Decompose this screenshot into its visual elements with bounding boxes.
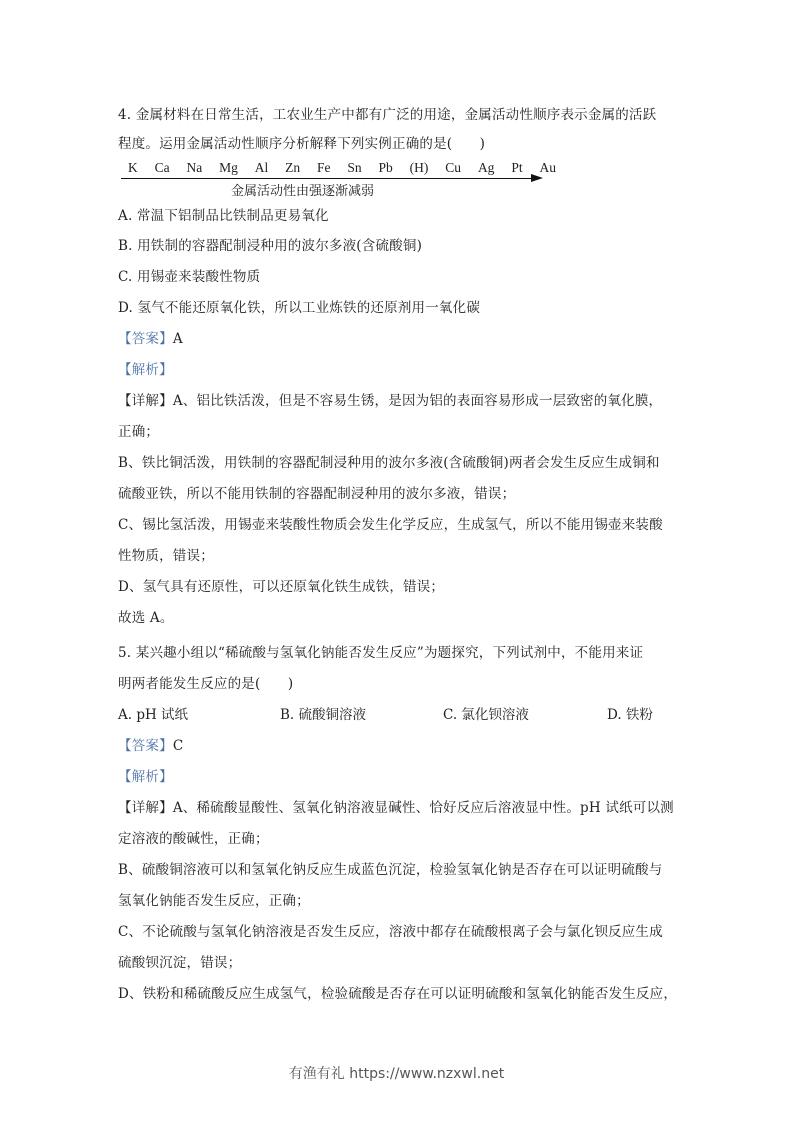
footer-watermark: 有渔有礼 https://www.nzxwl.net bbox=[288, 1066, 505, 1082]
metal-mg: Mg bbox=[219, 160, 238, 175]
q4-option-d: D. 氢气不能还原氧化铁，所以工业炼铁的还原剂用一氧化碳 bbox=[118, 300, 481, 316]
q4-answer-label: 【答案】 bbox=[118, 331, 173, 347]
metal-cu: Cu bbox=[445, 160, 462, 175]
q4-detail-line-4: 硫酸亚铁，所以不能用铁制的容器配制浸种用的波尔多液，错误； bbox=[118, 486, 516, 502]
q4-option-a: A. 常温下铝制品比铁制品更易氧化 bbox=[118, 208, 329, 224]
q4-conclusion: 故选 A。 bbox=[118, 610, 174, 626]
metal-fe: Fe bbox=[317, 160, 331, 175]
arrow-right-icon bbox=[531, 174, 543, 182]
q4-detail-line-2: 正确； bbox=[118, 424, 160, 440]
metal-al: Al bbox=[254, 160, 269, 175]
q5-option-c: C. 氯化钡溶液 bbox=[443, 707, 529, 723]
q4-detail-line-1 bbox=[118, 392, 662, 410]
q5-detail-line-5: C、不论硫酸与氢氧化钠溶液是否发生反应，溶液中都存在硫酸根离子会与氯化钡反应生成 bbox=[118, 924, 663, 940]
q5-analysis-label: 【解析】 bbox=[118, 769, 173, 785]
metal-ag: Ag bbox=[477, 160, 495, 175]
metal-pb: Pb bbox=[378, 160, 393, 175]
q5-detail-line-2: 定溶液的酸碱性，正确； bbox=[118, 831, 269, 847]
q5-detail-line-3: B、硫酸铜溶液可以和氢氧化钠反应生成蓝色沉淀，检验氢氧化钠是否存在可以证明硫酸与 bbox=[118, 862, 663, 878]
q5-answer bbox=[118, 737, 183, 755]
q4-detail-text-1: A、铝比铁活泼，但是不容易生锈，是因为铝的表面容易形成一层致密的氧化膜， bbox=[172, 393, 663, 409]
q5-answer-value: C bbox=[172, 738, 184, 754]
q4-detail-line-7: D、氢气具有还原性，可以还原氧化铁生成铁，错误； bbox=[118, 579, 445, 595]
metal-h: (H) bbox=[409, 160, 429, 175]
metal-ca: Ca bbox=[154, 160, 170, 175]
q4-detail-line-3: B、铁比铜活泼，用铁制的容器配制浸种用的波尔多液(含硫酸铜)两者会发生反应生成铜和 bbox=[118, 455, 660, 471]
q5-detail-line-1 bbox=[118, 799, 674, 817]
metal-na: Na bbox=[186, 160, 203, 175]
q5-analysis bbox=[118, 768, 173, 786]
q4-detail-line-6: 性物质，错误； bbox=[118, 548, 214, 564]
q5-detail-label: 【详解】 bbox=[118, 800, 173, 816]
q5-option-b: B. 硫酸铜溶液 bbox=[280, 707, 367, 723]
q4-answer bbox=[118, 330, 183, 348]
q5-option-a: A. pH 试纸 bbox=[118, 707, 189, 723]
q5-detail-text-1: A、稀硫酸显酸性、氢氧化钠溶液显碱性、恰好反应后溶液显中性。pH 试纸可以测 bbox=[172, 800, 674, 816]
activity-arrow-line bbox=[121, 178, 533, 179]
q4-stem-line-2: 程度。运用金属活动性顺序分析解释下列实例正确的是( ) bbox=[118, 136, 486, 152]
q4-detail-label: 【详解】 bbox=[118, 393, 173, 409]
q4-option-b: B. 用铁制的容器配制浸种用的波尔多液(含硫酸铜) bbox=[118, 238, 423, 254]
q5-detail-line-4: 氢氧化钠能否发生反应，正确； bbox=[118, 893, 310, 909]
q4-detail-line-5: C、锡比氢活泼，用锡壶来装酸性物质会发生化学反应，生成氢气，所以不能用锡壶来装酸 bbox=[118, 517, 663, 533]
metal-k: K bbox=[128, 160, 138, 175]
metal-pt: Pt bbox=[511, 160, 523, 175]
metal-zn: Zn bbox=[285, 160, 301, 175]
q4-analysis-label: 【解析】 bbox=[118, 362, 173, 378]
q5-stem-line-2: 明两者能发生反应的是( ) bbox=[118, 676, 294, 692]
q5-detail-line-7: D、铁粉和稀硫酸反应生成氢气，检验硫酸是否存在可以证明硫酸和氢氧化钠能否发生反应， bbox=[118, 986, 678, 1002]
q5-answer-label: 【答案】 bbox=[118, 738, 173, 754]
q5-option-d: D. 铁粉 bbox=[607, 707, 653, 723]
metal-au: Au bbox=[539, 160, 556, 175]
q5-detail-line-6: 硫酸钡沉淀，错误； bbox=[118, 955, 242, 971]
q4-analysis bbox=[118, 361, 173, 379]
activity-series-caption: 金属活动性由强逐渐减弱 bbox=[231, 184, 375, 199]
q4-option-c: C. 用锡壶来装酸性物质 bbox=[118, 269, 261, 285]
q4-stem-line-1: 4. 金属材料在日常生活，工农业生产中都有广泛的用途，金属活动性顺序表示金属的活跃 bbox=[118, 107, 657, 123]
metal-sn: Sn bbox=[347, 160, 362, 175]
activity-series-metals bbox=[128, 160, 569, 176]
q5-stem-line-1: 5. 某兴趣小组以“稀硫酸与氢氧化钠能否发生反应”为题探究，下列试剂中，不能用来证 bbox=[118, 645, 644, 661]
q4-answer-value: A bbox=[172, 331, 183, 347]
